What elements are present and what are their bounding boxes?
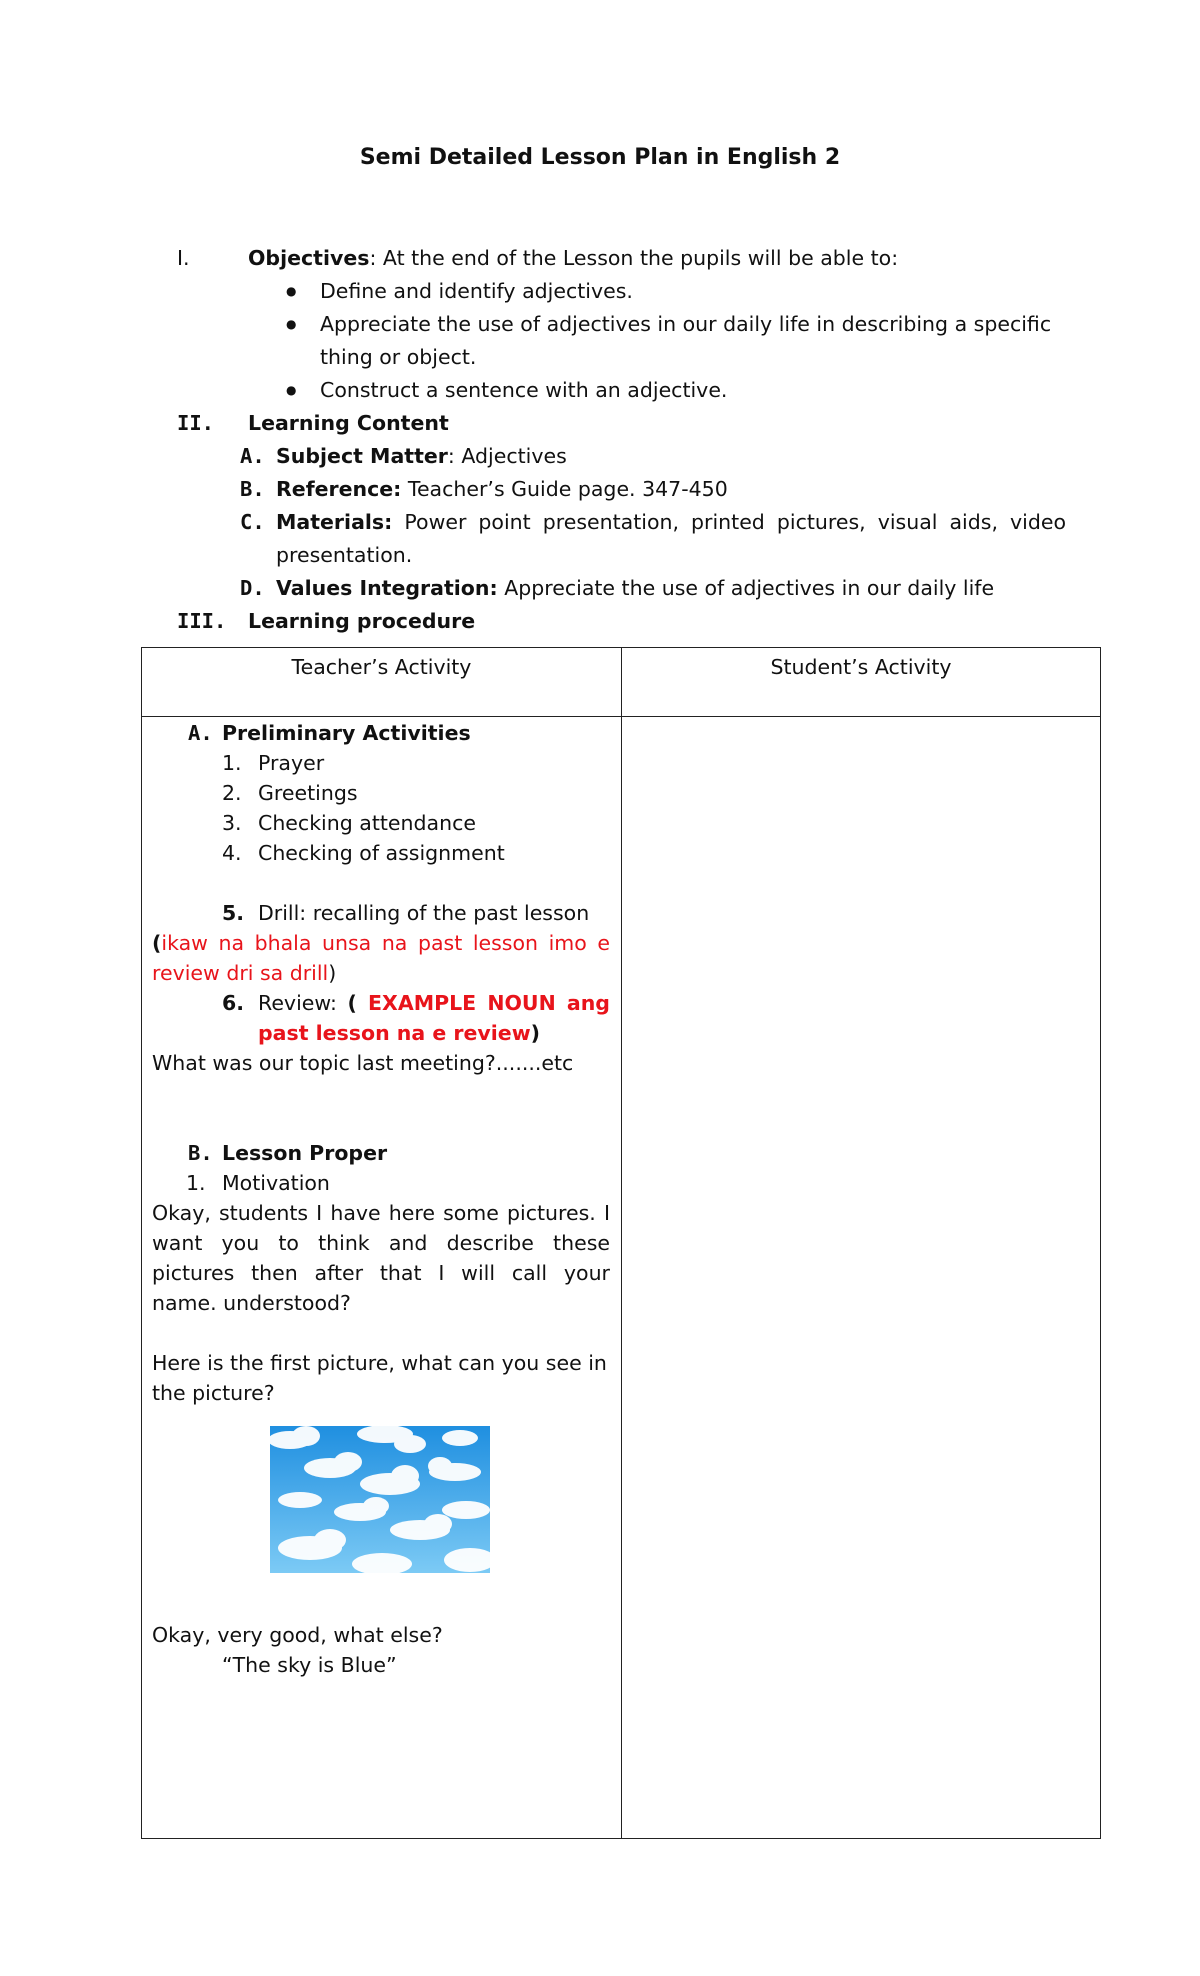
sky-clouds-image [270,1426,490,1573]
drill-text: Drill: recalling of the past lesson [258,901,590,925]
student-activity-header: Student’s Activity [770,655,952,679]
drill-note: ikaw na bhala unsa na past lesson imo e [161,931,610,955]
prelim-num: 1. [222,751,242,775]
drill-note: review dri sa drill [152,961,329,985]
content-label: Values Integration: [276,576,498,600]
motivation-heading: Motivation [222,1171,330,1195]
review-note-line: past lesson na e review) [258,1021,541,1045]
content-heading: Learning Content [248,411,449,435]
review-num: 6. [222,991,245,1015]
prelim-num: 3. [222,811,242,835]
content-sep [392,510,404,534]
review-line: Review: ( EXAMPLE NOUN ang [258,991,610,1015]
prelim-item: Checking attendance [258,811,476,835]
content-value: Appreciate the use of adjectives in our daily life [504,576,995,600]
content-item-values [276,576,994,600]
content-value: Teacher’s Guide page. 347-450 [407,477,728,501]
content-label: Subject Matter [276,444,448,468]
procedure-heading: Learning procedure [248,609,476,633]
content-item-subject [276,444,567,468]
page-title: Semi Detailed Lesson Plan in English 2 [359,145,841,170]
bullet-icon: ● [286,317,297,331]
teacher-header-cell [142,648,622,717]
content-label: Reference: [276,477,402,501]
content-letter: B. [240,477,265,501]
content-letter: C. [240,510,265,534]
objectives-line [248,246,898,270]
prelim-heading: Preliminary Activities [222,721,471,745]
motivation-text-line: Okay, students I have here some pictures. I [152,1201,610,1225]
motivation-text-line: name. understood? [152,1291,351,1315]
content-letter: D. [240,576,265,600]
content-numeral: II. [177,411,215,435]
student-header-cell [622,648,1101,717]
content-value: Adjectives [461,444,567,468]
motivation-text-line: pictures then after that I will call your [152,1261,610,1285]
objective-item: Appreciate the use of adjectives in our daily life in describing a specific [320,312,1052,336]
bullet-icon: ● [286,383,297,397]
content-item-materials-continued: presentation. [276,543,413,567]
picture-question-line: Here is the first picture, what can you see in [152,1351,607,1375]
objectives-numeral: I. [177,246,190,270]
teacher-question: What was our topic last meeting?.......etc [152,1051,574,1075]
content-item-reference [276,477,728,501]
review-note: past lesson na e review [258,1021,531,1045]
objectives-intro: : At the end of the Lesson the pupils will be able to: [369,246,899,270]
drill-note-line: review dri sa drill) [152,961,337,985]
lesson-heading: Lesson Proper [222,1141,388,1165]
drill-num: 5. [222,901,245,925]
picture-question-line: the picture? [152,1381,275,1405]
content-letter: A. [240,444,265,468]
prelim-item: Prayer [258,751,325,775]
prelim-item: Greetings [258,781,358,805]
content-label: Materials: [276,510,393,534]
motivation-num: 1. [186,1171,206,1195]
teacher-activity-header: Teacher’s Activity [291,655,472,679]
procedure-numeral: III. [177,609,227,633]
objectives-heading: Objectives [248,246,370,270]
student-activity-cell [622,717,1101,1839]
review-note: EXAMPLE NOUN ang [368,991,610,1015]
lesson-letter: B. [188,1141,213,1165]
prelim-num: 2. [222,781,242,805]
student-answer: “The sky is Blue” [222,1653,397,1677]
bullet-icon: ● [286,284,297,298]
content-sep: : [447,444,462,468]
content-value: Power point presentation, printed pictures, visual aids, video [404,510,1066,534]
prelim-num: 4. [222,841,242,865]
drill-note-line: (ikaw na bhala unsa na past lesson imo e [152,931,610,955]
content-item-materials [276,510,1066,534]
objective-item-continued: thing or object. [320,345,477,369]
objective-item: Define and identify adjectives. [320,279,633,303]
review-label: Review: [258,991,337,1015]
prelim-item: Checking of assignment [258,841,505,865]
motivation-text-line: want you to think and describe these [152,1231,610,1255]
objective-item: Construct a sentence with an adjective. [320,378,728,402]
followup-question: Okay, very good, what else? [152,1623,443,1647]
prelim-letter: A. [188,721,213,745]
